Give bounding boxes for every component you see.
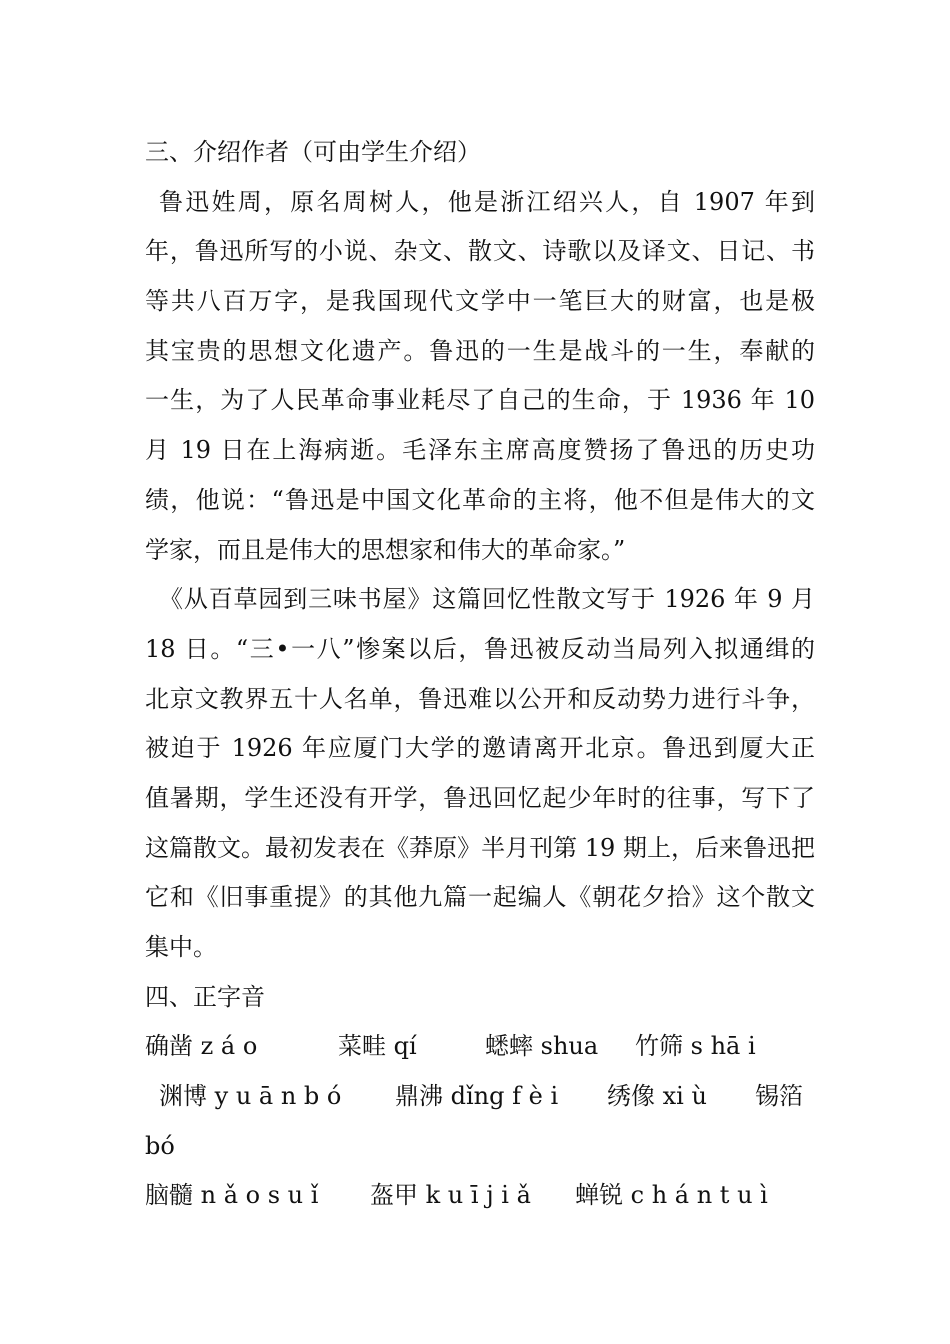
- pronunciation-item: 竹筛 s hā i: [635, 1032, 756, 1061]
- paragraph-line: 年，鲁迅所写的小说、杂文、散文、诗歌以及译文、日记、书: [145, 237, 815, 266]
- section-4-heading: 四、正字音: [145, 982, 265, 1011]
- paragraph-line: 被迫于 1926 年应厦门大学的邀请离开北京。鲁迅到厦大正: [145, 734, 815, 763]
- paragraph-line: 学家，而且是伟大的思想家和伟大的革命家。”: [145, 535, 626, 564]
- pronunciation-item: 脑髓 n ǎ o s u ǐ: [145, 1181, 319, 1210]
- paragraph-line: 18 日。“三•一八”惨案以后，鲁迅被反动当局列入拟通缉的: [145, 634, 815, 663]
- section-3-heading: 三、介绍作者（可由学生介绍）: [145, 138, 481, 166]
- paragraph-line: 一生，为了人民革命事业耗尽了自己的生命，于 1936 年 10: [145, 386, 815, 415]
- paragraph-line: 等共八百万字，是我国现代文学中一笔巨大的财富，也是极: [145, 287, 815, 316]
- pronunciation-item: 鼎沸 dǐng f è i: [395, 1082, 559, 1111]
- pronunciation-item: 盔甲 k u ī j i ǎ: [370, 1181, 531, 1210]
- paragraph-line: 它和《旧事重提》的其他九篇一起编人《朝花夕拾》这个散文: [145, 883, 815, 912]
- pronunciation-row-3: [145, 1171, 815, 1221]
- document-body: [145, 128, 815, 1221]
- pronunciation-item: 绣像 xi ù: [607, 1082, 707, 1111]
- pronunciation-item: 锡箔: [755, 1082, 803, 1111]
- pronunciation-item: 确凿 z á o: [145, 1032, 258, 1061]
- paragraph-line: 《从百草园到三味书屋》这篇回忆性散文写于 1926 年 9 月: [159, 585, 815, 614]
- pronunciation-wrap: bó: [145, 1131, 175, 1160]
- pronunciation-item: 渊博 y u ā n b ó: [159, 1082, 342, 1111]
- paragraph-line: 鲁迅姓周，原名周树人，他是浙江绍兴人，自 1907 年到: [159, 187, 815, 216]
- paragraph-line: 其宝贵的思想文化遗产。鲁迅的一生是战斗的一生，奉献的: [145, 336, 815, 365]
- pronunciation-row-1: [145, 1022, 815, 1072]
- pronunciation-item: 蟋蟀 shua: [485, 1032, 599, 1061]
- paragraph-line: 集中。: [145, 933, 217, 961]
- paragraph-line: 值暑期，学生还没有开学，鲁迅回忆起少年时的往事，写下了: [145, 783, 815, 812]
- paragraph-line: 这篇散文。最初发表在《莽原》半月刊第 19 期上，后来鲁迅把: [145, 833, 815, 862]
- pronunciation-row-2: [145, 1072, 815, 1122]
- pronunciation-item: 菜畦 qí: [338, 1032, 417, 1061]
- paragraph-line: 北京文教界五十人名单，鲁迅难以公开和反动势力进行斗争，: [145, 684, 815, 713]
- paragraph-line: 绩，他说：“鲁迅是中国文化革命的主将，他不但是伟大的文: [145, 485, 815, 514]
- paragraph-line: 月 19 日在上海病逝。毛泽东主席高度赞扬了鲁迅的历史功: [145, 436, 815, 465]
- pronunciation-item: 蝉锐 c h á n t u ì: [575, 1181, 768, 1210]
